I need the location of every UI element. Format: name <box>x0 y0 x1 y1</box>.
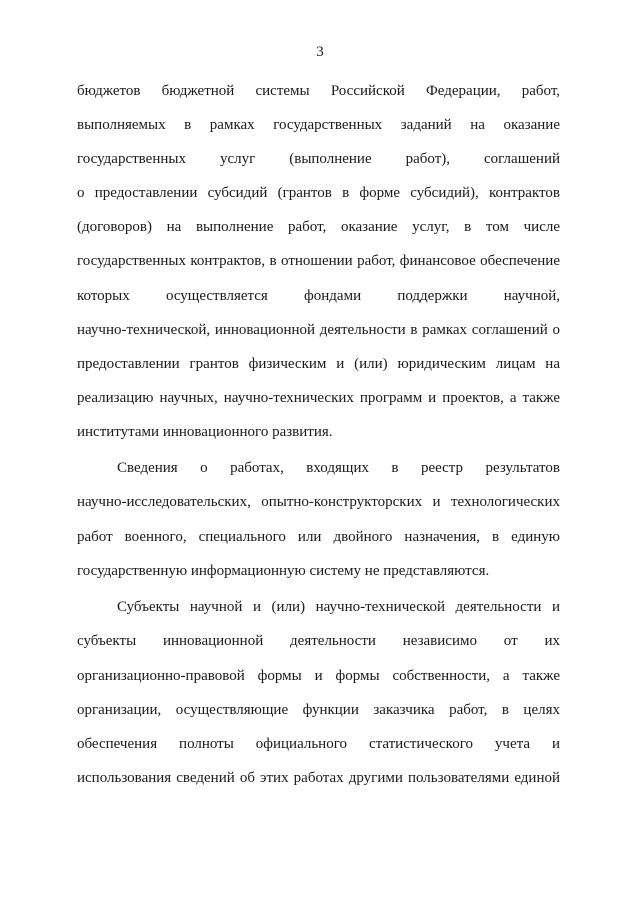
text-line: организационно-правовой формы и формы собственности, а также <box>77 668 560 684</box>
text-line: Субъекты научной и (или) научно-технической деятельности и <box>117 599 560 615</box>
text-line: обеспечения полноты официального статистического учета и <box>77 736 560 752</box>
text-line: бюджетов бюджетной системы Российской Федерации, работ, <box>77 83 560 99</box>
text-line: государственных услуг (выполнение работ), соглашений <box>77 151 560 167</box>
text-line: государственную информационную систему не представляются. <box>77 563 490 579</box>
text-line: научно-исследовательских, опытно-конструкторских и технологических <box>77 494 560 510</box>
text-line: предоставлении грантов физическим и (или) юридическим лицам на <box>77 356 560 372</box>
text-line: работ военного, специального или двойного назначения, в единую <box>77 529 560 545</box>
text-line: (договоров) на выполнение работ, оказание услуг, в том числе <box>77 219 560 235</box>
text-line: которых осуществляется фондами поддержки научной, <box>77 288 560 304</box>
text-line: использования сведений об этих работах другими пользователями единой <box>77 770 560 786</box>
text-line: Сведения о работах, входящих в реестр результатов <box>117 460 560 476</box>
text-line: реализацию научных, научно-технических программ и проектов, а также <box>77 390 560 406</box>
text-line: государственных контрактов, в отношении работ, финансовое обеспечение <box>77 253 560 269</box>
text-line: институтами инновационного развития. <box>77 424 333 440</box>
text-line: научно-технической, инновационной деятельности в рамках соглашений о <box>77 322 560 338</box>
text-line: выполняемых в рамках государственных заданий на оказание <box>77 117 560 133</box>
text-line: субъекты инновационной деятельности независимо от их <box>77 633 560 649</box>
page-number: 3 <box>316 44 324 60</box>
text-line: организации, осуществляющие функции заказчика работ, в целях <box>77 702 560 718</box>
text-line: о предоставлении субсидий (грантов в форме субсидий), контрактов <box>77 185 560 201</box>
